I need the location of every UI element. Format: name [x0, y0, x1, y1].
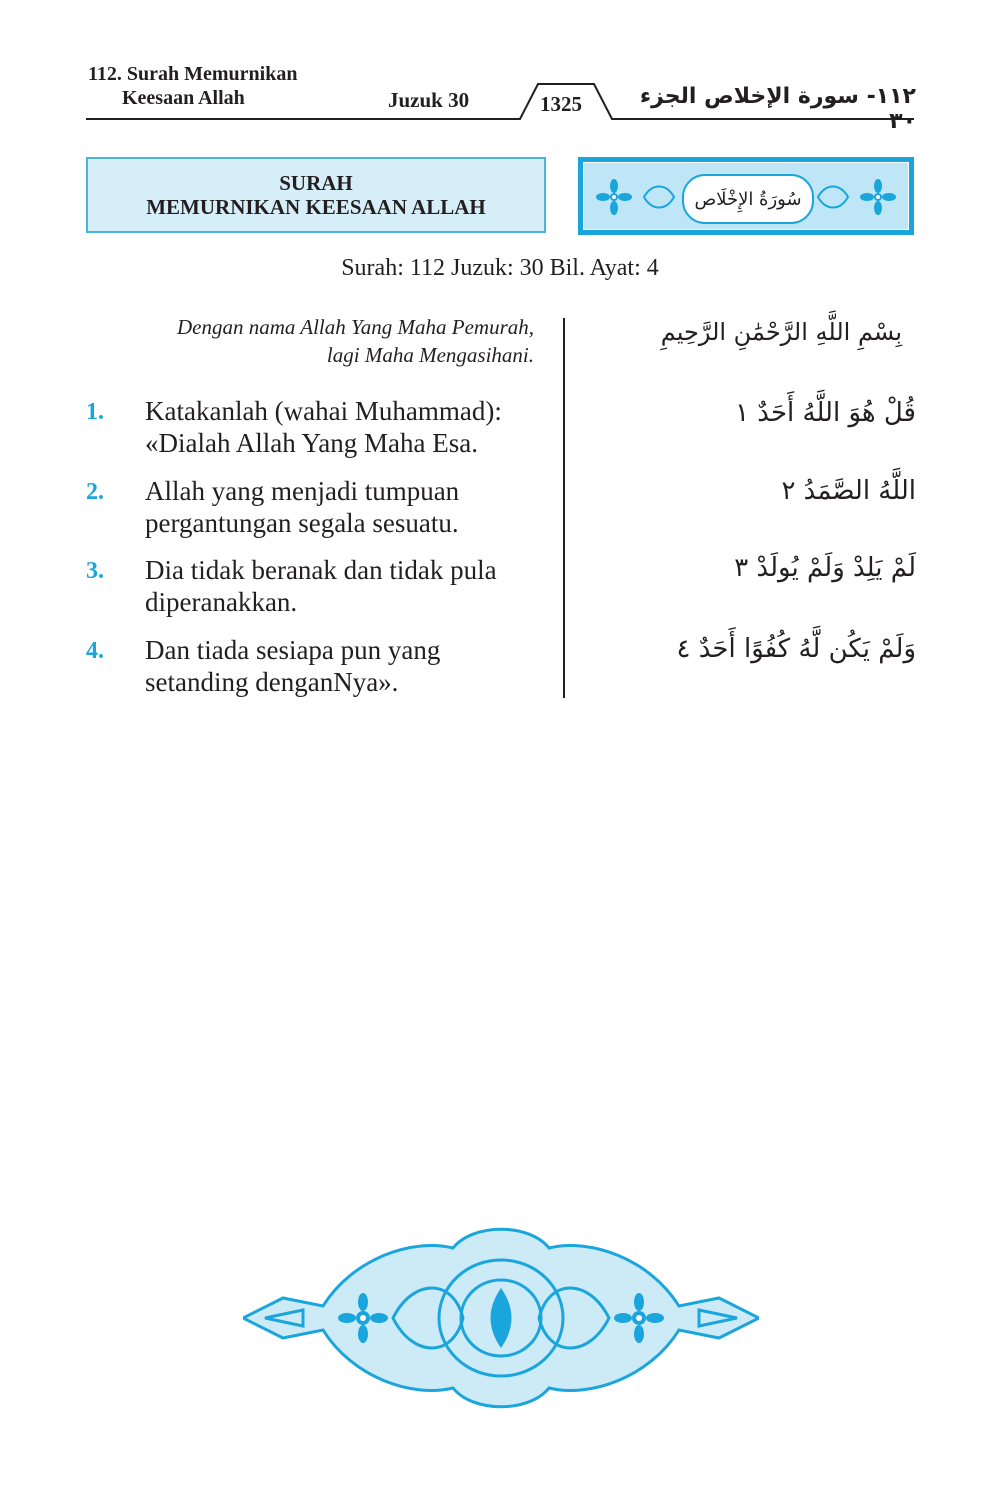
verse-number: 4. — [86, 638, 104, 664]
verse-translation — [145, 554, 555, 618]
surah-info-line: Surah: 112 Juzuk: 30 Bil. Ayat: 4 — [341, 255, 659, 281]
verse-line: Katakanlah (wahai Muhammad): — [145, 396, 502, 426]
bottom-arabesque-ornament — [243, 1218, 759, 1418]
verse-line: Allah yang menjadi tumpuan — [145, 476, 460, 506]
column-divider — [563, 318, 565, 698]
verse-translation — [145, 475, 555, 539]
running-head-surah — [88, 62, 297, 110]
verse-number: 2. — [86, 479, 104, 505]
arabic-title-ornament — [578, 157, 914, 235]
running-head-juzuk: Juzuk 30 — [388, 88, 470, 112]
basmala-translation-line2: lagi Maha Mengasihani. — [326, 343, 534, 367]
rosette-icon — [860, 179, 896, 215]
verse-line: «Dialah Allah Yang Maha Esa. — [145, 428, 478, 458]
ornament-panel — [583, 162, 909, 230]
running-head-arabic: ١١٢- سورة الإخلاص الجزء ٣٠ — [639, 84, 916, 134]
verse-line: Dan tiada sesiapa pun yang — [145, 635, 441, 665]
verse-line: Dia tidak beranak dan tidak pula — [145, 555, 497, 585]
basmala-translation — [88, 313, 534, 369]
surah-title-line2: MEMURNIKAN KEESAAN ALLAH — [146, 195, 486, 219]
verse-number: 3. — [86, 558, 104, 584]
verse-number: 1. — [86, 399, 104, 425]
verse-arabic: لَمْ يَلِدْ وَلَمْ يُولَدْ ٣ — [734, 553, 916, 583]
verse-arabic: وَلَمْ يَكُن لَّهُ كُفُوًا أَحَدٌ ٤ — [676, 634, 916, 664]
surah-title-box — [86, 157, 546, 233]
verse-line: diperanakkan. — [145, 587, 298, 617]
arabesque-icon — [642, 183, 676, 211]
verse-line: pergantungan segala sesuatu. — [145, 508, 459, 538]
verse-line: setanding denganNya». — [145, 667, 399, 697]
verse-translation — [145, 395, 555, 459]
running-head-line1: 112. Surah Memurnikan — [88, 63, 298, 85]
verse-arabic: اللَّهُ الصَّمَدُ ٢ — [781, 476, 916, 506]
rosette-icon — [596, 179, 632, 215]
surah-title-line1: SURAH — [279, 171, 353, 195]
page-number: 1325 — [540, 92, 582, 116]
running-head-line2: Keesaan Allah — [122, 87, 245, 109]
basmala-arabic: بِسْمِ اللَّهِ الرَّحْمَٰنِ الرَّحِيمِ — [660, 318, 902, 346]
verse-translation — [145, 634, 555, 698]
verse-arabic: قُلْ هُوَ اللَّهُ أَحَدٌ ١ — [735, 398, 916, 428]
arabic-title-cartouche: سُورَةُ الإِخْلَاص — [682, 174, 814, 224]
arabesque-icon — [816, 183, 850, 211]
basmala-translation-line1: Dengan nama Allah Yang Maha Pemurah, — [177, 315, 534, 339]
